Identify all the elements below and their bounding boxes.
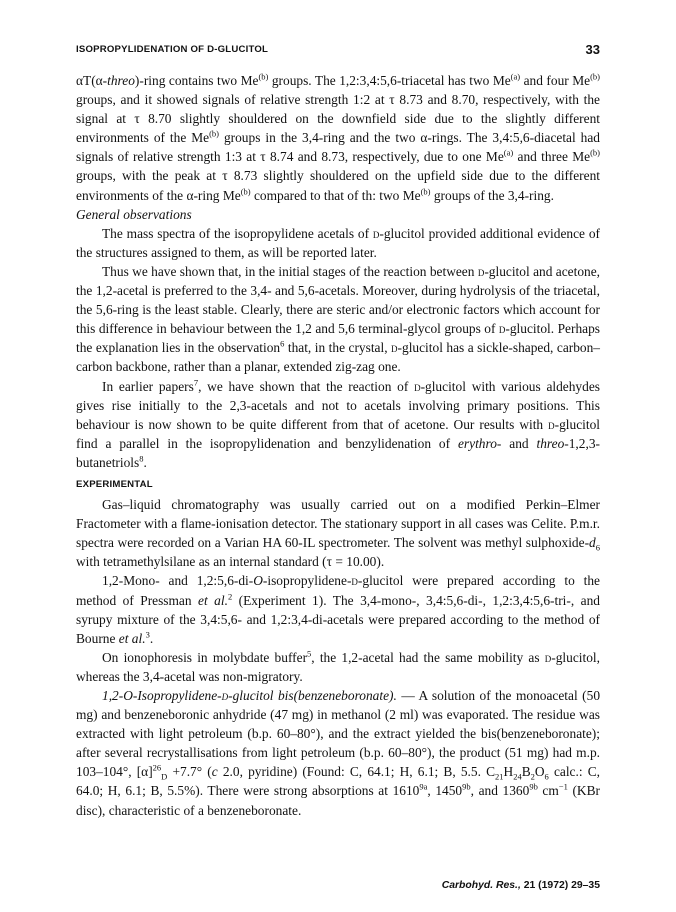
subheading-general-observations: General observations <box>76 206 192 222</box>
journal-name: Carbohyd. Res., <box>441 880 521 891</box>
journal-citation-footer <box>442 880 600 891</box>
paragraph-earlier-papers: In earlier papers$^7$, we have shown that the reaction of d-glucitol with various aldehydes gives rise initially to the 2,3-acetals and not to acetals involving primary positions. This behaviour is now shown to be quite different from that of acetone. Our results with d-glucitol find a parallel in the isopropylidenation and benzylidenation of erythro- and threo-1,2,3-butanetriols$^8$. <box>76 377 600 470</box>
running-title: ISOPROPYLIDENATION OF D-GLUCITOL <box>76 44 269 55</box>
running-head <box>76 44 600 62</box>
body-text <box>76 71 600 820</box>
journal-volume-pages: 21 (1972) 29–35 <box>523 880 600 891</box>
paragraph-ionophoresis: On ionophoresis in molybdate buffer$^5$, the 1,2-acetal had the same mobility as d-glucitol, whereas the 3,4-acetal was non-migratory. <box>76 648 600 684</box>
section-heading-experimental: EXPERIMENTAL <box>76 478 153 490</box>
paragraph-preparation: 1,2-Mono- and 1,2:5,6-di-O-isopropylidene-d-glucitol were prepared according to the method of Pressman et al.$^2$ (Experiment 1). The 3,4-mono-, 3,4:5,6-di-, 1,2:3,4:5,6-tri-, and syrupy mixture of the 3,4:5,6- and 1,2:3,4-di-acetals were prepared according to the method of Bourne et al.$^3$. <box>76 573 600 646</box>
page-number: 33 <box>585 42 600 57</box>
paragraph-mass-spectra: The mass spectra of the isopropylidene acetals of d-glucitol provided additional evidence of the structures assigned to them, as will be reported later. <box>76 225 600 260</box>
paragraph-nmr-signals: αT(α-threo)-ring contains two Me$^{(b)}$ groups. The 1,2:3,4:5,6-triacetal has two Me$^{(a)}$ and four Me$^{(b)}$ groups, and it showed signals of relative strength 1:2 at τ 8.73 and 8.70, respectively, with the signal at τ 8.70 slightly shouldered on the downfield side due to the slightly different environments of the Me$^{(b)}$ groups in the 3,4-ring and the two α-rings. The 3,4:5,6-diacetal had signals of relative strength 1:3 at τ 8.74 and 8.73, respectively, due to one Me$^{(a)}$ and three Me$^{(b)}$ groups, with the peak at τ 8.73 slightly shouldered on the upfield side due to the different environments of the α-ring Me$^{(b)}$ compared to that of th: two Me$^{(b)}$ groups of the 3,4-ring. <box>76 71 600 203</box>
paragraph-benzeneboronate: 1,2-O-Isopropylidene-d-glucitol bis(benzeneboronate). — A solution of the monoacetal (50 mg) and benzeneboronic anhydride (47 mg) in methanol (2 ml) was evaporated. The residue was extracted with light petroleum (b.p. 60–80°), and the extract yielded the bis(benzeneboronate); after several recrystallisations from light petroleum (b.p. 60–80°), the product (51 mg) had m.p. 103–104°, $[\alpha]^{26}_D +7.7^\circ$ (c 2.0, pyridine) (Found: C, 64.1; H, 6.1; B, 5.5. $C_{21}H_{24}B_2O_6$ calc.: C, 64.0; H, 6.1; B, 5.5%). There were strong absorptions at $1610^{9a}$, $1450^{9b}$, and $1360^{9b}$ $cm^{-1}$ (KBr disc), characteristic of a benzeneboronate. <box>76 688 601 818</box>
paragraph-reaction-acetone: Thus we have shown that, in the initial stages of the reaction between d-glucitol and acetone, the 1,2-acetal is preferred to the 3,4- and 5,6-acetals. Moreover, during hydrolysis of the triacetal, the 5,6-ring is the least stable. Clearly, there are steric and/or electronic factors which account for this difference in behaviour between the 1,2 and 5,6 terminal-glycol groups of d-glucitol. Perhaps the explanation lies in the observation$^6$ that, in the crystal, d-glucitol has a sickle-shaped, carbon–carbon backbone, rather than a planar, extended zig-zag one. <box>76 263 601 375</box>
paragraph-glc-methods: Gas–liquid chromatography was usually carried out on a modified Perkin–Elmer Fractometer with a flame-ionisation detector. The stationary support in all cases was Celite. P.m.r. spectra were recorded on a Varian HA 60-IL spectrometer. The solvent was methyl sulphoxide-$d_6$ with tetramethylsilane as an internal standard (τ = 10.00). <box>76 497 600 570</box>
